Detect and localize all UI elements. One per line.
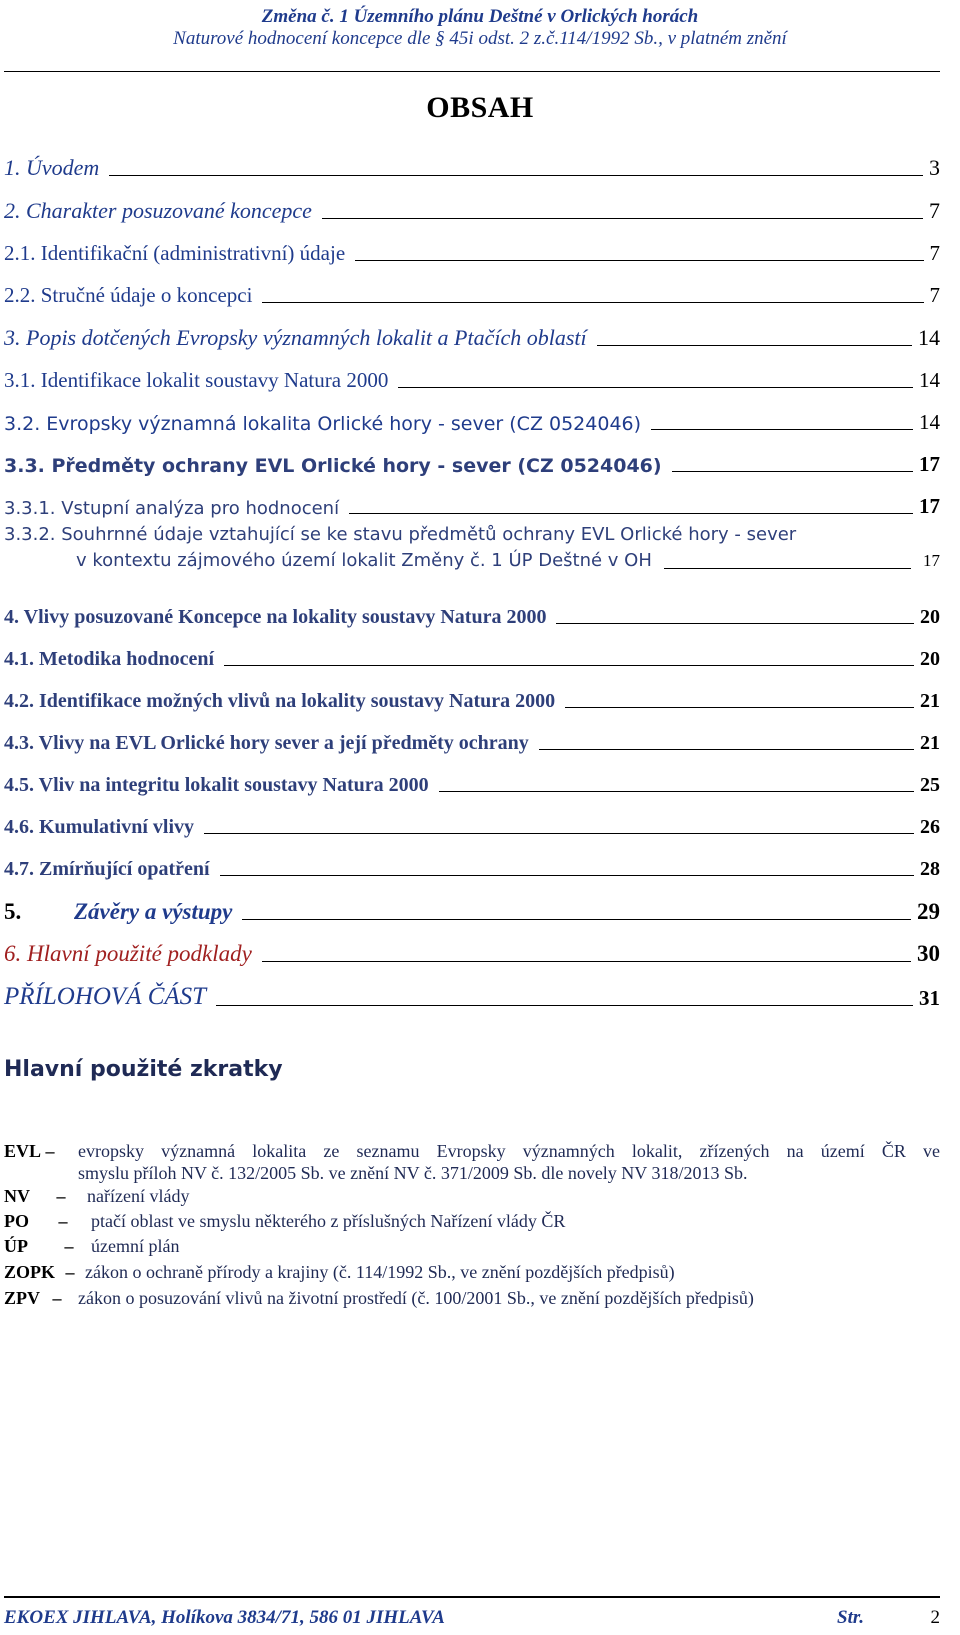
toc-item[interactable]: [4, 941, 940, 967]
abbreviation-key: ZOPK: [4, 1262, 56, 1282]
toc-item-page: 17: [919, 452, 940, 476]
toc-item-text: 3.1. Identifikace lokalit soustavy Natura 2000: [4, 368, 389, 392]
toc-item-text: Závěry a výstupy: [74, 899, 233, 924]
toc-item[interactable]: [4, 774, 940, 797]
toc-item[interactable]: [4, 410, 940, 435]
toc-item-page: 17: [919, 494, 940, 518]
abbreviation-item: [4, 1140, 940, 1184]
toc-item-text: 3.2. Evropsky významná lokalita Orlické hory - sever (CZ 0524046): [4, 413, 642, 435]
abbreviation-dash: –: [56, 1186, 66, 1206]
footer-page-label: Str.: [837, 1607, 864, 1628]
toc-leader: [109, 175, 923, 176]
abbreviation-dash: –: [58, 1211, 68, 1231]
toc-item[interactable]: [4, 690, 940, 713]
toc-item-text: 2. Charakter posuzované koncepce: [4, 198, 312, 223]
page-header: [0, 6, 960, 50]
toc-leader: [539, 749, 914, 750]
toc-item-text: 3.3.1. Vstupní analýza pro hodnocení: [4, 498, 340, 519]
toc-item-page: 21: [920, 732, 940, 754]
toc-leader: [556, 623, 914, 624]
abbreviation-value: evropsky významná lokalita ze seznamu Evropsky významných lokalit, zřízených na území ČR ve: [78, 1141, 940, 1161]
abbreviation-value: zákon o ochraně přírody a krajiny (č. 114/1992 Sb., ve znění pozdějších předpisů): [85, 1262, 675, 1282]
toc-item[interactable]: [4, 155, 940, 181]
toc-item-text: 4.7. Zmírňující opatření: [4, 858, 210, 880]
toc-item-multiline[interactable]: [4, 522, 940, 574]
toc-item-page: 20: [920, 606, 940, 628]
toc-item-text: 4.1. Metodika hodnocení: [4, 648, 215, 670]
toc-item-text: 2.1. Identifikační (administrativní) údaje: [4, 241, 346, 265]
toc-leader: [597, 345, 912, 346]
abbreviation-item: [4, 1261, 940, 1283]
toc-leader: [349, 513, 913, 514]
abbreviation-value: zákon o posuzování vlivů na životní prostředí (č. 100/2001 Sb., ve znění pozdějších předpisů): [78, 1288, 754, 1308]
toc-leader: [216, 1005, 913, 1006]
toc-item-page: 21: [920, 690, 940, 712]
toc-item-text-line1: 3.3.2. Souhrnné údaje vztahující se ke stavu předmětů ochrany EVL Orlické hory - sever: [4, 524, 797, 545]
footer-rule: [4, 1596, 940, 1598]
toc-item-text: 2.2. Stručné údaje o koncepci: [4, 283, 253, 307]
toc-item-page: 25: [920, 774, 940, 796]
toc-item-page: 17: [923, 551, 940, 570]
abbreviation-dash: –: [52, 1288, 62, 1308]
header-subtitle: Naturové hodnocení koncepce dle § 45i odst. 2 z.č.114/1992 Sb., v platném znění: [173, 28, 787, 49]
toc-item-page: 14: [919, 410, 940, 434]
toc-leader: [398, 387, 913, 388]
toc-item[interactable]: [4, 606, 940, 629]
toc-leader: [220, 875, 914, 876]
toc-item-page: 3: [929, 155, 940, 180]
abbreviation-value: ptačí oblast ve smyslu některého z příslušných Nařízení vlády ČR: [91, 1211, 566, 1231]
toc-leader: [242, 919, 911, 920]
abbreviation-value: územní plán: [91, 1236, 180, 1256]
toc-item-page: 20: [920, 648, 940, 670]
abbreviation-key: NV: [4, 1186, 30, 1206]
toc-item[interactable]: [4, 452, 940, 477]
toc-item-page: 14: [919, 368, 940, 392]
toc-leader: [651, 429, 913, 430]
toc-item-page: 7: [929, 241, 940, 265]
toc-leader: [565, 707, 914, 708]
toc-leader: [672, 471, 913, 472]
toc-item[interactable]: [4, 858, 940, 881]
abbreviation-item: [4, 1185, 940, 1207]
toc-leader: [262, 961, 911, 962]
toc-item[interactable]: [4, 983, 940, 1011]
abbreviation-key: PO: [4, 1211, 29, 1231]
abbreviation-dash: –: [64, 1236, 74, 1256]
toc-item-text: PŘÍLOHOVÁ ČÁST: [4, 983, 207, 1010]
toc-item-text: 4.2. Identifikace možných vlivů na lokality soustavy Natura 2000: [4, 690, 556, 712]
toc-item-page: 30: [917, 941, 940, 966]
toc-leader: [262, 302, 923, 303]
toc-leader: [664, 568, 911, 569]
toc-item-page: 7: [929, 198, 940, 223]
page-title: OBSAH: [426, 91, 534, 124]
abbreviation-value: nařízení vlády: [87, 1186, 190, 1206]
toc-item-text: 3. Popis dotčených Evropsky významných lokalit a Ptačích oblastí: [4, 325, 587, 350]
toc-item[interactable]: [4, 368, 940, 393]
toc-leader: [224, 665, 914, 666]
toc-item-text: 4. Vlivy posuzované Koncepce na lokality soustavy Natura 2000: [4, 606, 547, 628]
toc-item[interactable]: [4, 494, 940, 519]
toc-item-text: 1. Úvodem: [4, 155, 100, 180]
abbreviation-key: ÚP: [4, 1236, 28, 1256]
toc-item-page: 29: [917, 899, 940, 924]
toc-item-text: 4.6. Kumulativní vlivy: [4, 816, 195, 838]
toc-leader: [204, 833, 914, 834]
toc-item-text: 6. Hlavní použité podklady: [4, 941, 252, 966]
toc-leader: [439, 791, 914, 792]
toc-item[interactable]: [4, 325, 940, 351]
toc-item[interactable]: [4, 283, 940, 308]
abbreviation-dash: –: [45, 1141, 55, 1161]
toc-item-page: 7: [929, 283, 940, 307]
abbreviation-dash: –: [65, 1262, 75, 1282]
header-rule: [4, 71, 940, 72]
abbreviation-item: [4, 1210, 940, 1232]
toc-leader: [355, 260, 923, 261]
toc-item-page: 26: [920, 816, 940, 838]
footer-page-number: 2: [930, 1607, 940, 1628]
abbreviation-item: [4, 1235, 940, 1257]
toc-item[interactable]: [4, 899, 940, 925]
header-title: Změna č. 1 Územního plánu Deštné v Orlických horách: [261, 6, 699, 27]
toc-item-text: 4.5. Vliv na integritu lokalit soustavy Natura 2000: [4, 774, 429, 796]
toc-item-page: 31: [919, 986, 940, 1010]
toc-item[interactable]: [4, 816, 940, 839]
footer-company: EKOEX JIHLAVA, Holíkova 3834/71, 586 01 JIHLAVA: [4, 1607, 445, 1628]
toc-item-text: 3.3. Předměty ochrany EVL Orlické hory - sever (CZ 0524046): [4, 455, 662, 477]
toc-item[interactable]: [4, 241, 940, 266]
toc-item[interactable]: [4, 732, 940, 755]
toc-leader: [322, 218, 923, 219]
toc-item[interactable]: [4, 198, 940, 224]
toc-item-page: 14: [918, 325, 940, 350]
toc-item-page: 28: [920, 858, 940, 880]
abbreviation-item: [4, 1287, 940, 1309]
abbreviation-key: EVL: [4, 1141, 42, 1161]
toc-item[interactable]: [4, 648, 940, 671]
toc-item-text-line2: v kontextu zájmového území lokalit Změny č. 1 ÚP Deštné v OH: [76, 550, 652, 571]
toc-item-text: 4.3. Vlivy na EVL Orlické hory sever a její předměty ochrany: [4, 732, 529, 754]
toc-item-number: 5.: [4, 899, 22, 924]
abbreviation-key: ZPV: [4, 1288, 40, 1308]
abbreviations-title: Hlavní použité zkratky: [4, 1057, 283, 1082]
abbreviation-value-cont: smyslu příloh NV č. 132/2005 Sb. ve znění NV č. 371/2009 Sb. dle novely NV 318/2013 Sb.: [78, 1163, 748, 1183]
